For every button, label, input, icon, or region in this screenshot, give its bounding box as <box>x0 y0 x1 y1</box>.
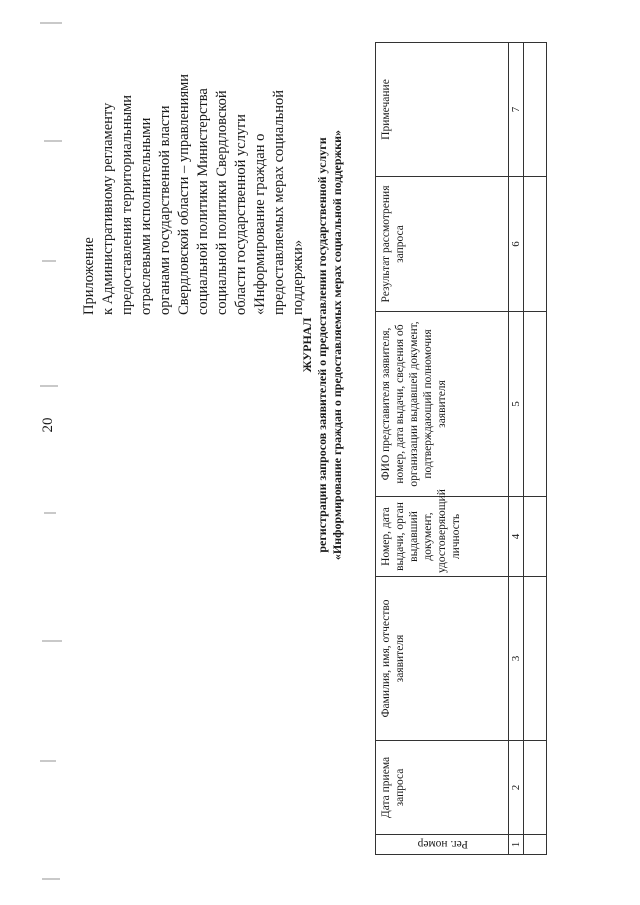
journal-subtitle-line-1: регистрации запросов заявителей о предоставлении государственной услуги <box>315 137 329 553</box>
column-number: 4 <box>509 497 524 577</box>
journal-heading <box>300 0 345 705</box>
table-cell <box>524 177 547 312</box>
column-header: ФИО представителя заявителя, номер, дата выдачи, сведения об организации выдавшей документ, подтверждающий полномочия заявителя <box>376 312 509 497</box>
scan-speck <box>40 385 58 387</box>
page-number: 20 <box>40 417 56 433</box>
table-cell <box>524 43 547 177</box>
column-number: 6 <box>509 177 524 312</box>
journal-subtitle-line-2: «Информирование граждан о предоставляемых мерах социальной поддержки» <box>330 129 344 561</box>
table-number-row <box>509 43 524 855</box>
scan-speck <box>42 640 62 642</box>
table-cell <box>524 312 547 497</box>
column-number: 3 <box>509 577 524 741</box>
journal-title: ЖУРНАЛ <box>300 317 314 373</box>
registration-journal-table <box>375 42 547 855</box>
column-header: Примечание <box>376 43 509 177</box>
scan-speck <box>40 760 56 762</box>
table-header-row <box>376 43 509 855</box>
table-cell <box>524 741 547 835</box>
column-number: 1 <box>509 835 524 855</box>
scan-speck <box>44 512 56 514</box>
column-header: Фамилия, имя, отчество заявителя <box>376 577 509 741</box>
column-header: Дата приема запроса <box>376 741 509 835</box>
scan-speck <box>42 260 56 262</box>
column-header: Номер, дата выдачи, орган выдавший документ, удостоверяющий личность <box>376 497 509 577</box>
table-cell <box>524 577 547 741</box>
table-empty-row <box>524 43 547 855</box>
table-cell <box>524 835 547 855</box>
column-number: 2 <box>509 741 524 835</box>
column-number: 5 <box>509 312 524 497</box>
scan-speck <box>44 140 62 142</box>
column-header: Рег. номер <box>376 835 509 855</box>
column-header: Результат рассмотрения запроса <box>376 177 509 312</box>
column-number: 7 <box>509 43 524 177</box>
scan-speck <box>42 878 60 880</box>
table-cell <box>524 497 547 577</box>
scan-speck <box>40 22 62 24</box>
appendix-note: Приложение к Административному регламенту предоставления территориальными отраслевыми исполнительными органами государственной власти Свердловской области – управлениями социальной политики Министерства социальной политики Свердловской области государственной услуги «Информирование граждан о предоставляемых мерах социальной поддержки» <box>81 73 306 315</box>
